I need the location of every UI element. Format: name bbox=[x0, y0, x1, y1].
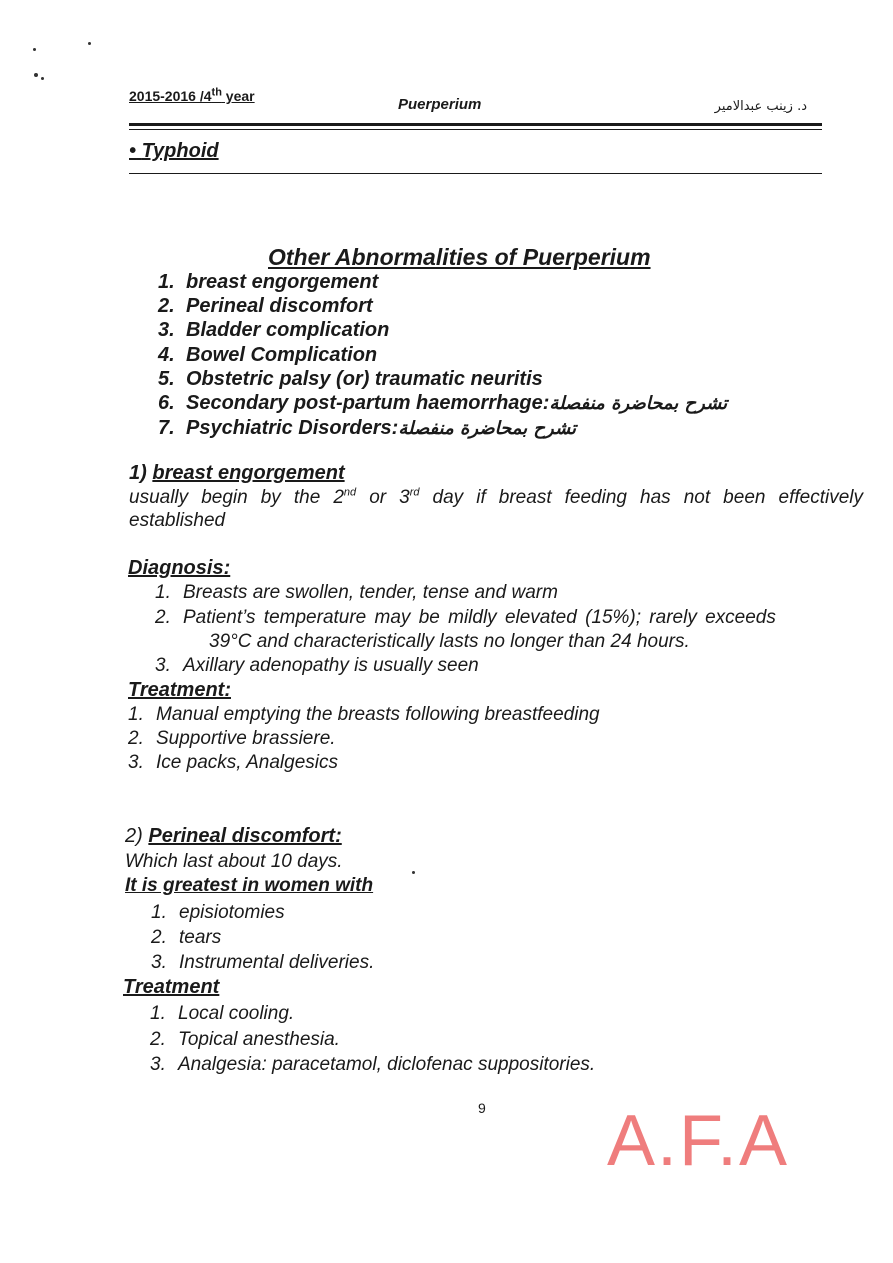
treatment-heading: Treatment: bbox=[128, 679, 231, 701]
list-item bbox=[158, 416, 727, 441]
list-number: 6. bbox=[158, 392, 175, 415]
intro-part: usually begin by the 2 bbox=[129, 487, 344, 508]
header-rule-thick bbox=[129, 123, 822, 126]
section-heading-text: breast engorgement bbox=[152, 462, 345, 484]
bullet-glyph: • bbox=[129, 140, 137, 162]
list-text: episiotomies bbox=[179, 902, 285, 923]
arabic-note: تشرح بمحاضرة منفصلة bbox=[398, 418, 577, 440]
scan-speck bbox=[33, 48, 36, 51]
section2-treatment-heading: Treatment bbox=[123, 976, 220, 998]
list-text: Secondary post-partum haemorrhage: bbox=[186, 392, 550, 415]
page-number: 9 bbox=[478, 1100, 486, 1116]
toc-list bbox=[158, 270, 727, 441]
greatest-list bbox=[151, 900, 374, 975]
list-number: 2. bbox=[151, 927, 167, 948]
greatest-heading-text: It is greatest in women with bbox=[125, 875, 374, 896]
list-text: Psychiatric Disorders: bbox=[186, 417, 399, 440]
list-text: Analgesia: paracetamol, diclofenac suppositories. bbox=[178, 1054, 596, 1075]
list-text: Patient’s temperature may be mildly elevated (15%); rarely exceeds bbox=[183, 607, 776, 628]
list-number: 3. bbox=[151, 952, 167, 973]
scan-speck bbox=[412, 871, 415, 874]
list-item bbox=[158, 270, 727, 294]
header-author: د. زينب عبدالامير bbox=[714, 99, 807, 114]
header-year-sup: th bbox=[211, 86, 222, 99]
section-rule bbox=[129, 173, 822, 174]
treatment-list bbox=[128, 703, 600, 775]
list-text: tears bbox=[179, 927, 222, 948]
prev-section-typhoid bbox=[129, 140, 219, 163]
scan-speck bbox=[88, 42, 91, 45]
intro-part: day if breast feeding has not been effectively bbox=[419, 487, 863, 508]
list-number: 3. bbox=[155, 655, 171, 676]
list-number: 5. bbox=[158, 367, 175, 390]
list-item bbox=[158, 367, 727, 391]
intro-sup: rd bbox=[409, 486, 420, 499]
list-text: Instrumental deliveries. bbox=[179, 952, 375, 973]
list-number: 2. bbox=[128, 728, 144, 749]
list-text: Bladder complication bbox=[186, 319, 390, 342]
diagnosis-item-continuation: 39°C and characteristically lasts no longer than 24 hours. bbox=[209, 631, 690, 652]
list-text: Obstetric palsy (or) traumatic neuritis bbox=[186, 367, 543, 390]
section1-intro-line2: established bbox=[129, 510, 226, 531]
list-item bbox=[128, 703, 600, 727]
diagnosis-item bbox=[155, 607, 865, 629]
intro-sup: nd bbox=[343, 486, 357, 499]
list-number: 7. bbox=[158, 417, 175, 440]
list-number: 1. bbox=[158, 271, 175, 293]
page-title: Other Abnormalities of Puerperium bbox=[268, 244, 651, 270]
list-text: Axillary adenopathy is usually seen bbox=[183, 655, 479, 676]
list-text: Manual emptying the breasts following breastfeeding bbox=[156, 704, 600, 725]
section1-heading bbox=[129, 462, 345, 485]
list-item bbox=[151, 900, 374, 925]
section2-heading bbox=[125, 825, 342, 848]
list-item bbox=[158, 343, 727, 367]
list-item bbox=[150, 1027, 595, 1053]
list-number: 1. bbox=[155, 582, 171, 603]
list-item bbox=[150, 1052, 595, 1078]
list-number: 1. bbox=[151, 902, 167, 923]
list-number: 2. bbox=[158, 295, 175, 318]
list-text: Ice packs, Analgesics bbox=[156, 752, 338, 773]
list-text: Perineal discomfort bbox=[186, 295, 373, 318]
intro-part: or 3 bbox=[356, 487, 410, 508]
watermark: A.F.A bbox=[607, 1101, 790, 1181]
list-text: breast engorgement bbox=[186, 271, 379, 293]
list-number: 3. bbox=[158, 319, 175, 342]
header-year-suffix: year bbox=[221, 88, 255, 104]
header-rule-thin bbox=[129, 129, 822, 130]
list-number: 2. bbox=[155, 607, 171, 628]
header-year-prefix: 2015-2016 /4 bbox=[129, 88, 212, 104]
list-number: 2. bbox=[150, 1028, 166, 1050]
arabic-note: تشرح بمحاضرة منفصلة bbox=[549, 393, 728, 415]
list-item bbox=[158, 318, 727, 342]
list-text: Topical anesthesia. bbox=[178, 1028, 340, 1050]
list-item bbox=[158, 294, 727, 318]
list-text: Bowel Complication bbox=[186, 343, 378, 366]
list-item bbox=[128, 727, 600, 751]
list-text: Local cooling. bbox=[178, 1003, 295, 1024]
header-title: Puerperium bbox=[398, 96, 482, 113]
scan-speck bbox=[34, 73, 38, 77]
list-number: 1. bbox=[150, 1003, 166, 1024]
list-number: 3. bbox=[128, 752, 144, 773]
list-item bbox=[128, 751, 600, 775]
section2-duration: Which last about 10 days. bbox=[125, 851, 343, 872]
list-number: 1. bbox=[128, 704, 144, 725]
header-year bbox=[129, 88, 255, 104]
list-item bbox=[150, 1001, 595, 1027]
scan-speck bbox=[41, 77, 44, 80]
list-text: Breasts are swollen, tender, tense and warm bbox=[183, 582, 558, 603]
diagnosis-item bbox=[155, 655, 479, 677]
list-item bbox=[158, 391, 727, 416]
section2-treatment-list bbox=[150, 1001, 595, 1078]
section1-intro bbox=[129, 487, 863, 509]
list-item bbox=[151, 950, 374, 975]
list-number: 3. bbox=[150, 1054, 166, 1075]
prev-section-label: Typhoid bbox=[141, 140, 219, 162]
section-number: 1) bbox=[129, 462, 147, 484]
diagnosis-heading: Diagnosis: bbox=[128, 557, 231, 579]
list-text: Supportive brassiere. bbox=[156, 728, 336, 749]
list-number: 4. bbox=[158, 343, 175, 366]
list-item bbox=[151, 925, 374, 950]
section-heading-text: Perineal discomfort: bbox=[148, 825, 342, 847]
greatest-heading bbox=[125, 875, 373, 897]
diagnosis-item bbox=[155, 582, 558, 604]
section-number: 2) bbox=[125, 825, 143, 847]
